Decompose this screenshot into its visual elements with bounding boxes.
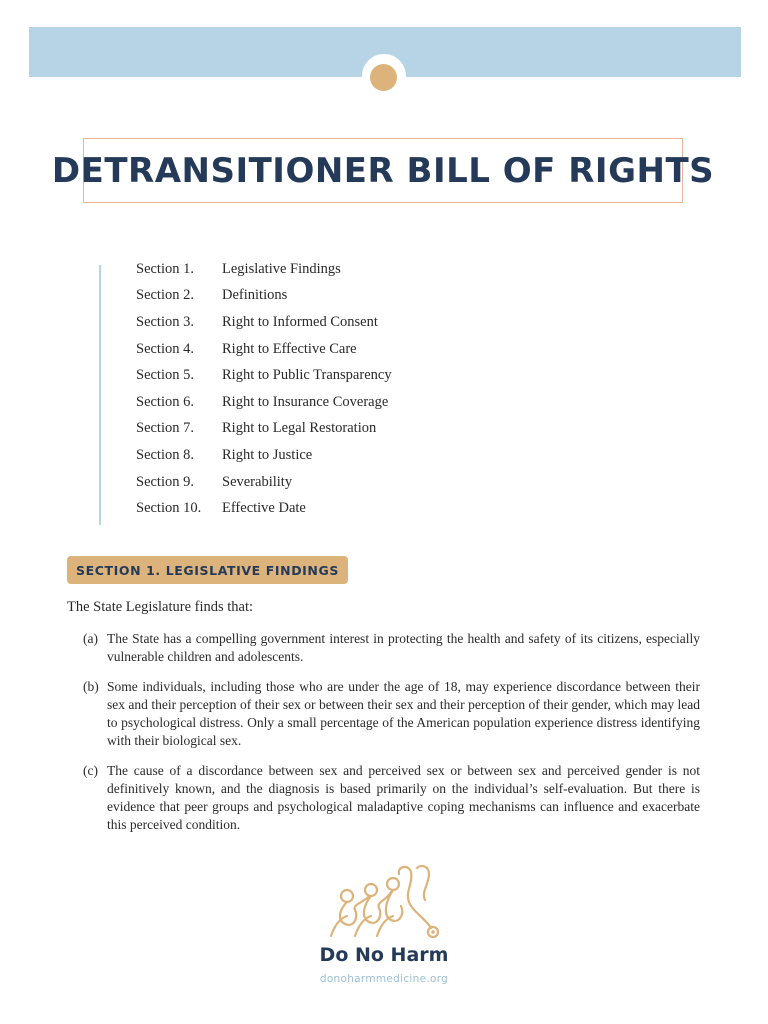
toc-item	[136, 495, 556, 522]
section-intro: The State Legislature finds that:	[67, 599, 254, 615]
findings-list	[83, 630, 700, 846]
finding-text: The cause of a discordance between sex and perceived sex or between sex and perceived gender is not definitively known, and the diagnosis is based primarily on the individual’s self-evaluation. But there is evidence that peer groups and psychological maladaptive coping mechanisms can influence and exacerbate this perceived condition.	[107, 763, 700, 832]
title-box	[51, 138, 715, 203]
toc-item-number: Section 5.	[136, 367, 194, 384]
people-stethoscope-icon	[325, 862, 445, 942]
logo-url[interactable]: donoharmmedicine.org	[319, 973, 449, 985]
toc-item	[136, 336, 556, 363]
header-dot-icon	[370, 64, 397, 91]
toc-item-title: Right to Insurance Coverage	[222, 393, 389, 410]
finding-item	[83, 678, 700, 750]
toc-item	[136, 389, 556, 416]
toc-item-title: Right to Informed Consent	[222, 313, 378, 330]
toc-item-title: Right to Legal Restoration	[222, 420, 377, 437]
toc-item-number: Section 6.	[136, 393, 194, 410]
toc-item-title: Right to Effective Care	[222, 340, 357, 357]
toc-item-title: Severability	[222, 473, 293, 490]
finding-text: Some individuals, including those who are under the age of 18, may experience discordance between their sex and their perception of their sex or between their sex and their perception of their gender, which may lead to psychological distress. Only a small percentage of the American population experience distress identifying with their biological sex.	[107, 679, 700, 748]
toc-item-number: Section 10.	[136, 500, 202, 517]
finding-item	[83, 630, 700, 666]
page-title: DETRANSITIONER BILL OF RIGHTS	[51, 150, 715, 191]
toc-item	[136, 256, 556, 283]
toc-item-number: Section 9.	[136, 473, 194, 490]
toc-item-number: Section 1.	[136, 260, 194, 277]
toc-item	[136, 416, 556, 443]
toc-item-title: Legislative Findings	[222, 260, 341, 277]
finding-item	[83, 762, 700, 834]
toc-item-title: Definitions	[222, 287, 288, 304]
finding-label: (b)	[83, 679, 99, 694]
toc-item-number: Section 3.	[136, 313, 194, 330]
section-heading: SECTION 1. LEGISLATIVE FINDINGS	[67, 556, 348, 584]
toc-item-number: Section 2.	[136, 287, 194, 304]
toc-item-number: Section 7.	[136, 420, 194, 437]
finding-label: (c)	[83, 763, 98, 778]
logo-name: Do No Harm	[319, 944, 449, 966]
toc-item	[136, 309, 556, 336]
toc-item-number: Section 4.	[136, 340, 194, 357]
toc-item-title: Right to Justice	[222, 446, 313, 463]
finding-label: (a)	[83, 631, 98, 646]
toc-item-title: Right to Public Transparency	[222, 367, 392, 384]
toc-item-title: Effective Date	[222, 500, 306, 517]
toc-item-number: Section 8.	[136, 446, 194, 463]
toc-rule	[99, 265, 101, 525]
toc-item	[136, 469, 556, 496]
toc-item	[136, 362, 556, 389]
table-of-contents	[136, 256, 556, 522]
toc-item	[136, 442, 556, 469]
finding-text: The State has a compelling government interest in protecting the health and safety of its citizens, especially vulnerable children and adolescents.	[107, 631, 700, 664]
toc-item	[136, 283, 556, 310]
